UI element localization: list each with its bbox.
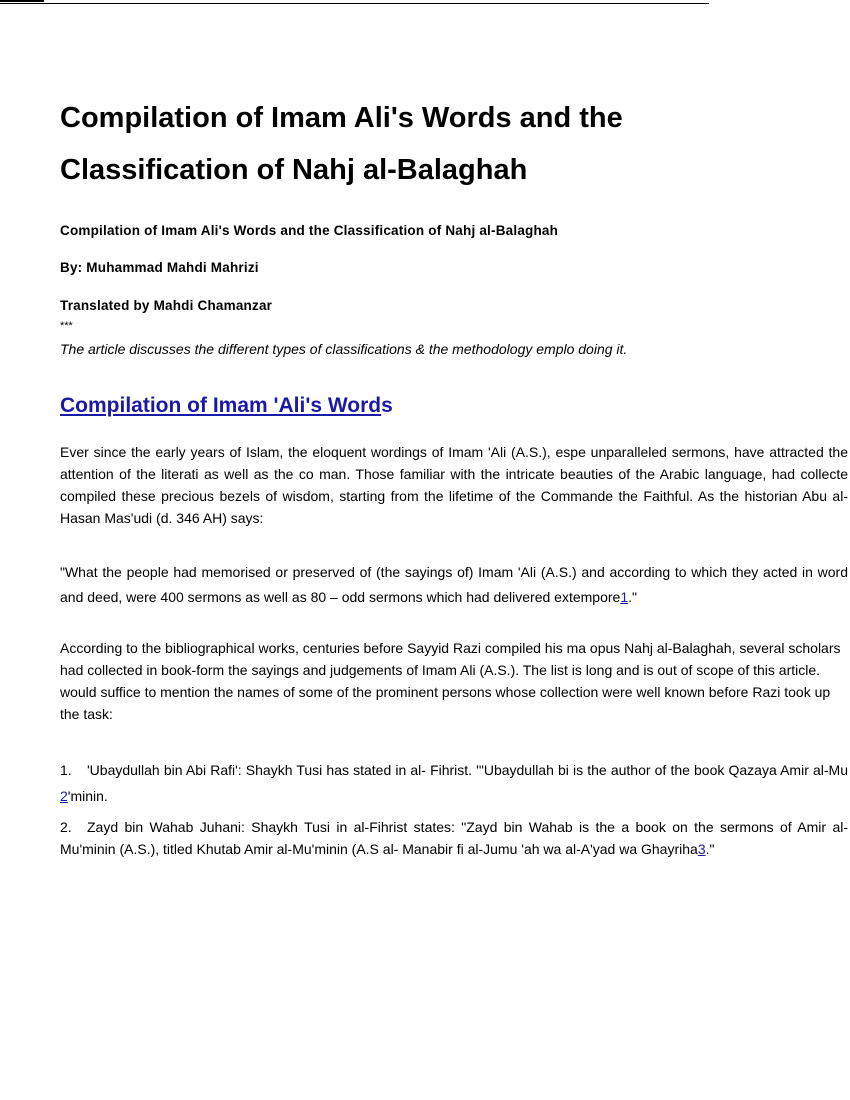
separator: *** (60, 320, 73, 332)
footnote-link-1[interactable]: 1 (620, 589, 629, 605)
list-item (60, 816, 848, 860)
translator-line: Translated by Mahdi Chamanzar (60, 298, 273, 313)
list-item-number: 1. (60, 762, 72, 778)
document-subtitle: Compilation of Imam Ali's Words and the Classification of Nahj al-Balaghah (60, 223, 559, 238)
document-title: Compilation of Imam Ali's Words and the Classification of Nahj al-Balaghah (60, 102, 623, 186)
paragraph-quote (60, 560, 848, 610)
section-heading[interactable] (60, 394, 393, 418)
abstract: The article discusses the different types of classifications & the methodology emplo doing it. (60, 341, 628, 357)
section-heading-tail: s (381, 394, 393, 417)
footnote-link-2[interactable]: 2 (60, 788, 68, 804)
list-item-text: 'Ubaydullah bin Abi Rafi': Shaykh Tusi has stated in al- Fihrist. '"Ubaydullah bi is the author of the book Qazaya Amir al-Mu (87, 762, 848, 778)
list-item-text: Zayd bin Wahab Juhani: Shaykh Tusi in al-Fihrist states: "Zayd bin Wahab is the a book on the sermons of Amir al- Mu'minin (A.S.), titled Khutab Amir al-Mu'minin (A.S al- Manabir fi al-Jumu 'ah wa al-A'yad wa Ghayriha (60, 819, 848, 857)
list-item-tail: 'minin. (67, 788, 108, 804)
list-item (60, 757, 848, 809)
paragraph-bibliography: According to the bibliographical works, centuries before Sayyid Razi compiled his ma opus Nahj al-Balaghah, several scholars had collected in book-form the sayings and judgements of Imam Ali (A.S.). The list is long and is out of scope of this article. would suffice to mention the names of some of the prominent persons whose collection were well known before Razi took up the task: (60, 640, 841, 722)
quote-end: ." (628, 589, 637, 605)
top-rule-mark (0, 0, 44, 2)
list-item-tail: ." (705, 841, 715, 857)
footnote-link-3[interactable]: 3 (697, 841, 706, 857)
list-item-number: 2. (60, 819, 72, 835)
top-rule (0, 0, 709, 4)
quote-text: "What the people had memorised or preserved of (the sayings of) Imam 'Ali (A.S.) and according to which they acted in word and deed, were 400 sermons as well as 80 – odd sermons which had delivered extempore (60, 564, 848, 605)
paragraph-intro: Ever since the early years of Islam, the eloquent wordings of Imam 'Ali (A.S.), espe unparalleled sermons, have attracted the attention of the literati as well as the co man. Those familiar with the intricate beauties of the Arabic language, had collecte compiled these precious bezels of wisdom, starting from the lifetime of the Commande the Faithful. As the historian Abu al-Hasan Mas'udi (d. 346 AH) says: (60, 444, 848, 526)
author-line: By: Muhammad Mahdi Mahrizi (60, 260, 259, 275)
section-heading-link[interactable]: Compilation of Imam 'Ali's Word (60, 394, 382, 417)
